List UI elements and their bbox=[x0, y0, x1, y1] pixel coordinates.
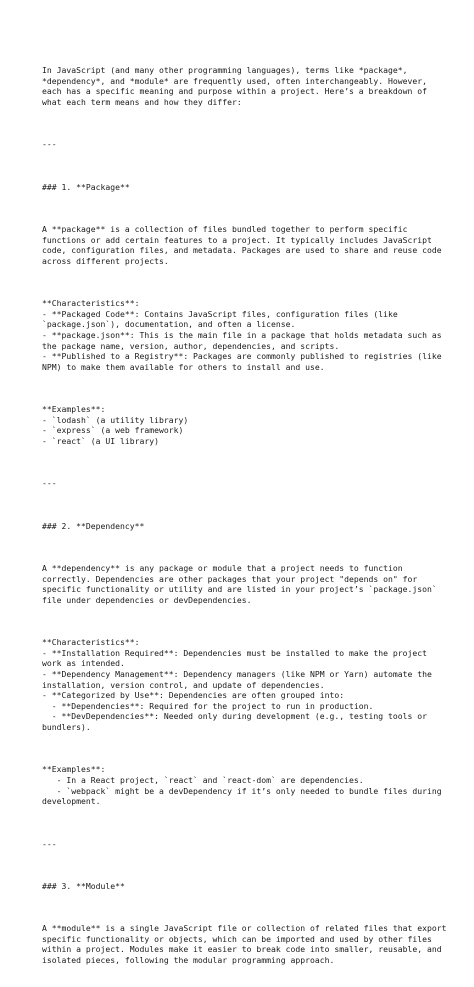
intro-paragraph: In JavaScript (and many other programming languages), terms like *package*, *dependency*, and *module* are frequently used, often interchangeably. However, each has a specific meaning and purpose within a project. Here’s a breakdown of what each term means and how they differ: bbox=[42, 65, 427, 107]
heading-dependency: ### 2. **Dependency** bbox=[42, 520, 145, 531]
dependency-definition: A **dependency** is any package or module that a project needs to function correctly. Dependencies are other packages that your project "depends on" for specific functionality or utility and are listed in your project’s `package.json` file under dependencies or devDependencies. bbox=[42, 563, 437, 605]
separator-2: --- bbox=[42, 478, 57, 489]
separator-1: --- bbox=[42, 139, 57, 150]
separator-3: --- bbox=[42, 838, 57, 849]
package-characteristics: **Characteristics**: - **Packaged Code**: Contains JavaScript files, configuration files (like `package.json`), documentation, and often a license. - **package.json**: This is the main file in a package that holds metadata such as the package name, version, author, dependencies, and scripts. - **Published to a Registry**: Packages are commonly published to registries (like NPM) to make them available for others to install and use. bbox=[42, 298, 442, 372]
heading-package: ### 1. **Package** bbox=[42, 181, 130, 192]
document-page bbox=[42, 44, 462, 987]
package-examples: **Examples**: - `lodash` (a utility library) - `express` (a web framework) - `react` (a UI library) bbox=[42, 404, 189, 446]
dependency-characteristics: **Characteristics**: - **Installation Required**: Dependencies must be installed to make the project work as intended. - **Dependency Management**: Dependency managers (like NPM or Yarn) automate the installation, version control, and update of dependencies. - **Categorized by Use**: Dependencies are often grouped into: - **Dependencies**: Required for the project to run in production. - **DevDependencies**: Needed only during development (e.g., testing tools or bundlers). bbox=[42, 637, 432, 732]
package-definition: A **package** is a collection of files bundled together to perform specific functions or add certain features to a project. It typically includes JavaScript code, configuration files, and metadata. Packages are used to share and reuse code across different projects. bbox=[42, 224, 442, 266]
module-definition: A **module** is a single JavaScript file or collection of related files that export specific functionality or objects, which can be imported and used by other files within a project. Modules make it easier to break code into smaller, reusable, and isolated pieces, following the modular programming approach. bbox=[42, 923, 447, 966]
heading-module: ### 3. **Module** bbox=[42, 880, 125, 891]
dependency-examples: **Examples**: - In a React project, `react` and `react-dom` are dependencies. - `webpack` might be a devDependency if it’s only needed to bundle files during development. bbox=[42, 764, 442, 807]
